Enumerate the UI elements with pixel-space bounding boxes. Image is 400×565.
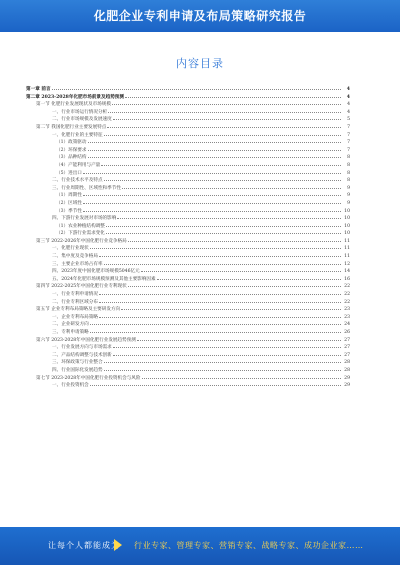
toc-dot-leader: [52, 84, 341, 90]
toc-entry[interactable]: [26, 266, 350, 274]
toc-dot-leader: [121, 304, 341, 310]
toc-entry-page: 8: [347, 170, 350, 176]
toc-entry-label: 二、产品结构调整与技术创新: [52, 352, 112, 358]
footer-banner: [0, 527, 400, 565]
toc-entry-label: 三、环保政策与行业整合: [52, 360, 103, 366]
toc-entry-page: 11: [344, 246, 350, 252]
toc-entry[interactable]: [26, 259, 350, 267]
toc-entry-label: 三、专利申请策略: [52, 330, 89, 335]
toc-dot-leader: [88, 137, 342, 143]
toc-entry[interactable]: [26, 335, 350, 343]
toc-entry[interactable]: [26, 175, 350, 183]
toc-entry-label: 第三节 2022-2026年中国化肥行业竞争格局: [36, 238, 127, 244]
toc-entry-label: 一、行业发展方向与市场需求: [52, 345, 112, 351]
toc-dot-leader: [106, 221, 341, 227]
toc-entry-page: 28: [344, 367, 350, 373]
toc-entry-page: 5: [347, 117, 350, 123]
toc-entry[interactable]: [26, 114, 350, 122]
toc-entry[interactable]: [26, 145, 350, 153]
toc-entry-page: 23: [344, 314, 350, 320]
toc-entry-label: （2）环保要求: [56, 147, 87, 153]
toc-entry-label: 第七节 2023-2028年中国化肥行业投资机会与风险: [36, 375, 141, 381]
toc-entry-page: 7: [347, 124, 350, 130]
toc-dot-leader: [99, 289, 341, 295]
toc-entry-page: 9: [347, 193, 350, 199]
toc-entry-page: 16: [344, 276, 350, 282]
toc-entry[interactable]: [26, 137, 350, 145]
toc-entry[interactable]: [26, 107, 350, 115]
toc-dot-leader: [83, 198, 341, 204]
toc-entry-page: 4: [347, 102, 350, 108]
toc-entry[interactable]: [26, 206, 350, 214]
toc-dot-leader: [83, 190, 341, 196]
toc-dot-leader: [112, 99, 341, 105]
toc-entry-label: 三、主要企业市场占有率: [52, 261, 103, 267]
toc-entry[interactable]: [26, 342, 350, 350]
toc-dot-leader: [104, 175, 341, 181]
toc-entry[interactable]: [26, 380, 350, 388]
toc-entry-page: 10: [344, 216, 350, 222]
toc-entry[interactable]: [26, 221, 350, 229]
toc-dot-leader: [125, 92, 341, 98]
toc-entry-page: 8: [347, 162, 350, 168]
toc-entry-label: 一、企业专利布局策略: [52, 314, 98, 320]
toc-dot-leader: [106, 228, 341, 234]
toc-entry[interactable]: [26, 251, 350, 259]
toc-entry-label: 二、行业专利区域分布: [52, 299, 98, 305]
toc-entry[interactable]: [26, 297, 350, 305]
toc-entry-page: 24: [344, 322, 350, 328]
toc-entry[interactable]: [26, 350, 350, 358]
toc-entry-label: 一、行业投资机会: [52, 383, 89, 389]
toc-entry-label: （1）政策驱动: [56, 140, 87, 146]
toc-entry-page: 11: [344, 238, 350, 244]
toc-entry-page: 10: [344, 208, 350, 214]
toc-dot-leader: [157, 274, 341, 280]
toc-entry-label: 四、2023年度中国化肥市场规模5046亿元: [52, 269, 140, 275]
toc-dot-leader: [113, 342, 341, 348]
footer-slogan: 让每个人都能成为: [48, 541, 120, 550]
toc-entry[interactable]: [26, 365, 350, 373]
toc-entry-label: 第二节 我国化肥行业主要发展特点: [36, 124, 107, 130]
toc-entry-page: 14: [344, 269, 350, 275]
toc-dot-leader: [113, 114, 341, 120]
toc-dot-leader: [107, 122, 341, 128]
toc-entry-label: 二、集中度及竞争格局: [52, 254, 98, 260]
toc-entry[interactable]: [26, 228, 350, 236]
toc-entry-page: 4: [346, 87, 350, 92]
toc-entry-page: 28: [344, 360, 350, 366]
toc-dot-leader: [141, 266, 341, 272]
toc-dot-leader: [90, 243, 341, 249]
toc-entry-label: 第一节 化肥行业发展现状及市场规模: [36, 102, 111, 108]
toc-dot-leader: [104, 259, 341, 265]
toc-dot-leader: [128, 281, 341, 287]
toc-entry-label: （3）季节性: [56, 208, 82, 214]
toc-dot-leader: [104, 357, 341, 363]
toc-entry-page: 4: [347, 109, 350, 115]
toc-entry[interactable]: [26, 357, 350, 365]
toc-entry-label: 一、化肥行业现状: [52, 246, 89, 252]
toc-entry-page: 22: [344, 292, 350, 298]
toc-dot-leader: [83, 206, 341, 212]
toc-dot-leader: [90, 319, 341, 325]
toc-entry[interactable]: [26, 168, 350, 176]
toc-entry[interactable]: [26, 92, 350, 100]
toc-entry-label: （2）区域性: [56, 200, 82, 206]
toc-entry-label: 二、企业研发方向: [52, 322, 89, 328]
toc-dot-leader: [88, 152, 342, 158]
toc-dot-leader: [99, 297, 341, 303]
toc-entry-label: 第四节 2022-2025年中国化肥行业专利现状: [36, 284, 127, 290]
toc-entry-label: （5）进出口: [56, 170, 82, 176]
toc-entry-label: 二、行业市场规模及发展速度: [52, 117, 112, 123]
toc-entry[interactable]: [26, 99, 350, 107]
toc-entry-page: 4: [346, 94, 350, 100]
toc-entry-label: 四、下游行业发展对市场的影响: [52, 216, 117, 222]
toc-entry[interactable]: [26, 236, 350, 244]
toc-entry-page: 7: [347, 132, 350, 138]
toc-entry[interactable]: [26, 122, 350, 130]
toc-entry-label: 四、行业国际化发展趋势: [52, 367, 103, 373]
toc-entry-page: 10: [344, 223, 350, 229]
toc-entry[interactable]: [26, 213, 350, 221]
toc-entry[interactable]: [26, 312, 350, 320]
toc-entry[interactable]: [26, 183, 350, 191]
toc-dot-leader: [101, 160, 341, 166]
toc-dot-leader: [104, 130, 341, 136]
toc-entry-page: 9: [347, 200, 350, 206]
toc-entry-label: 一、化肥行业的主要特征: [52, 132, 103, 138]
toc-entry-page: 22: [344, 284, 350, 290]
toc-dot-leader: [128, 236, 341, 242]
toc-entry[interactable]: [26, 243, 350, 251]
toc-entry[interactable]: [26, 289, 350, 297]
toc-dot-leader: [99, 312, 341, 318]
toc-title: 内容目录: [176, 57, 224, 70]
toc-entry[interactable]: [26, 152, 350, 160]
report-header: [0, 0, 400, 32]
toc-entry-label: 一、行业市场运行情况分析: [52, 109, 108, 115]
toc-entry[interactable]: [26, 304, 350, 312]
toc-entry-page: 23: [344, 307, 350, 313]
toc-entry[interactable]: [26, 198, 350, 206]
toc-entry-label: 三、行业周期性、区域性和季节性: [52, 185, 121, 191]
arrow-icon: [114, 539, 122, 551]
toc-entry[interactable]: [26, 373, 350, 381]
toc-entry-label: （1）周期性: [56, 193, 82, 199]
toc-entry-page: 7: [347, 140, 350, 146]
toc-entry[interactable]: [26, 130, 350, 138]
toc-entry-page: 27: [344, 337, 350, 343]
toc-entry-label: （3）品种结构: [56, 155, 87, 161]
report-title: 化肥企业专利申请及布局策略研究报告: [93, 9, 307, 23]
toc-entry-page: 27: [344, 352, 350, 358]
toc-entry-label: 第二章 2023-2028年化肥市场前景及趋势预测: [26, 94, 124, 100]
toc-entry-label: （4）产能利用与产量: [56, 162, 101, 168]
toc-entry-page: 29: [344, 375, 350, 381]
toc-entry-page: 12: [344, 261, 350, 267]
toc-entry-label: 五、2024年化肥市场规模预测及其他主要影响因素: [52, 276, 156, 282]
toc-entry[interactable]: [26, 281, 350, 289]
toc-dot-leader: [117, 213, 341, 219]
toc-dot-leader: [137, 335, 341, 341]
toc-dot-leader: [142, 373, 342, 379]
toc-dot-leader: [88, 145, 342, 151]
toc-entry[interactable]: [26, 190, 350, 198]
toc-entry-page: 9: [347, 185, 350, 191]
toc-dot-leader: [90, 327, 341, 333]
toc-entry-page: 27: [344, 345, 350, 351]
toc-entry-label: 第五节 企业专利布局策略及主要研发方向: [36, 307, 121, 313]
toc-dot-leader: [122, 183, 341, 189]
toc-entry-page: 8: [347, 178, 350, 184]
toc-dot-leader: [113, 350, 341, 356]
toc-entry-page: 10: [344, 231, 350, 237]
toc-dot-leader: [104, 365, 341, 371]
toc-entry-page: 22: [344, 299, 350, 305]
toc-entry-page: 11: [344, 254, 350, 260]
toc-entry-label: （1）农业种植结构调整: [56, 223, 105, 229]
toc-entry-page: 7: [347, 147, 350, 153]
toc-dot-leader: [90, 380, 341, 386]
toc-entry[interactable]: [26, 274, 350, 282]
toc-entry-label: （2）下游行业需求变化: [56, 231, 105, 237]
toc-dot-leader: [99, 251, 341, 257]
toc-entry-label: 第一章 前言: [26, 87, 51, 92]
toc-entry-label: 第六节 2023-2028年中国化肥行业发展趋势预测: [36, 337, 136, 343]
toc-entry[interactable]: [26, 327, 350, 335]
toc-entry-page: 29: [344, 383, 350, 389]
toc-entry-page: 26: [344, 330, 350, 335]
toc-entry[interactable]: [26, 160, 350, 168]
toc-entry-label: 一、行业专利申请情况: [52, 292, 98, 298]
toc-dot-leader: [83, 168, 341, 174]
toc-entry-label: 二、行业技术水平及特点: [52, 178, 103, 184]
footer-roles: 行业专家、管理专家、营销专家、战略专家、成功企业家……: [134, 541, 364, 550]
table-of-contents: [26, 84, 350, 388]
toc-entry[interactable]: [26, 319, 350, 327]
toc-entry[interactable]: [26, 84, 350, 92]
toc-dot-leader: [108, 107, 341, 113]
toc-entry-page: 8: [347, 155, 350, 161]
